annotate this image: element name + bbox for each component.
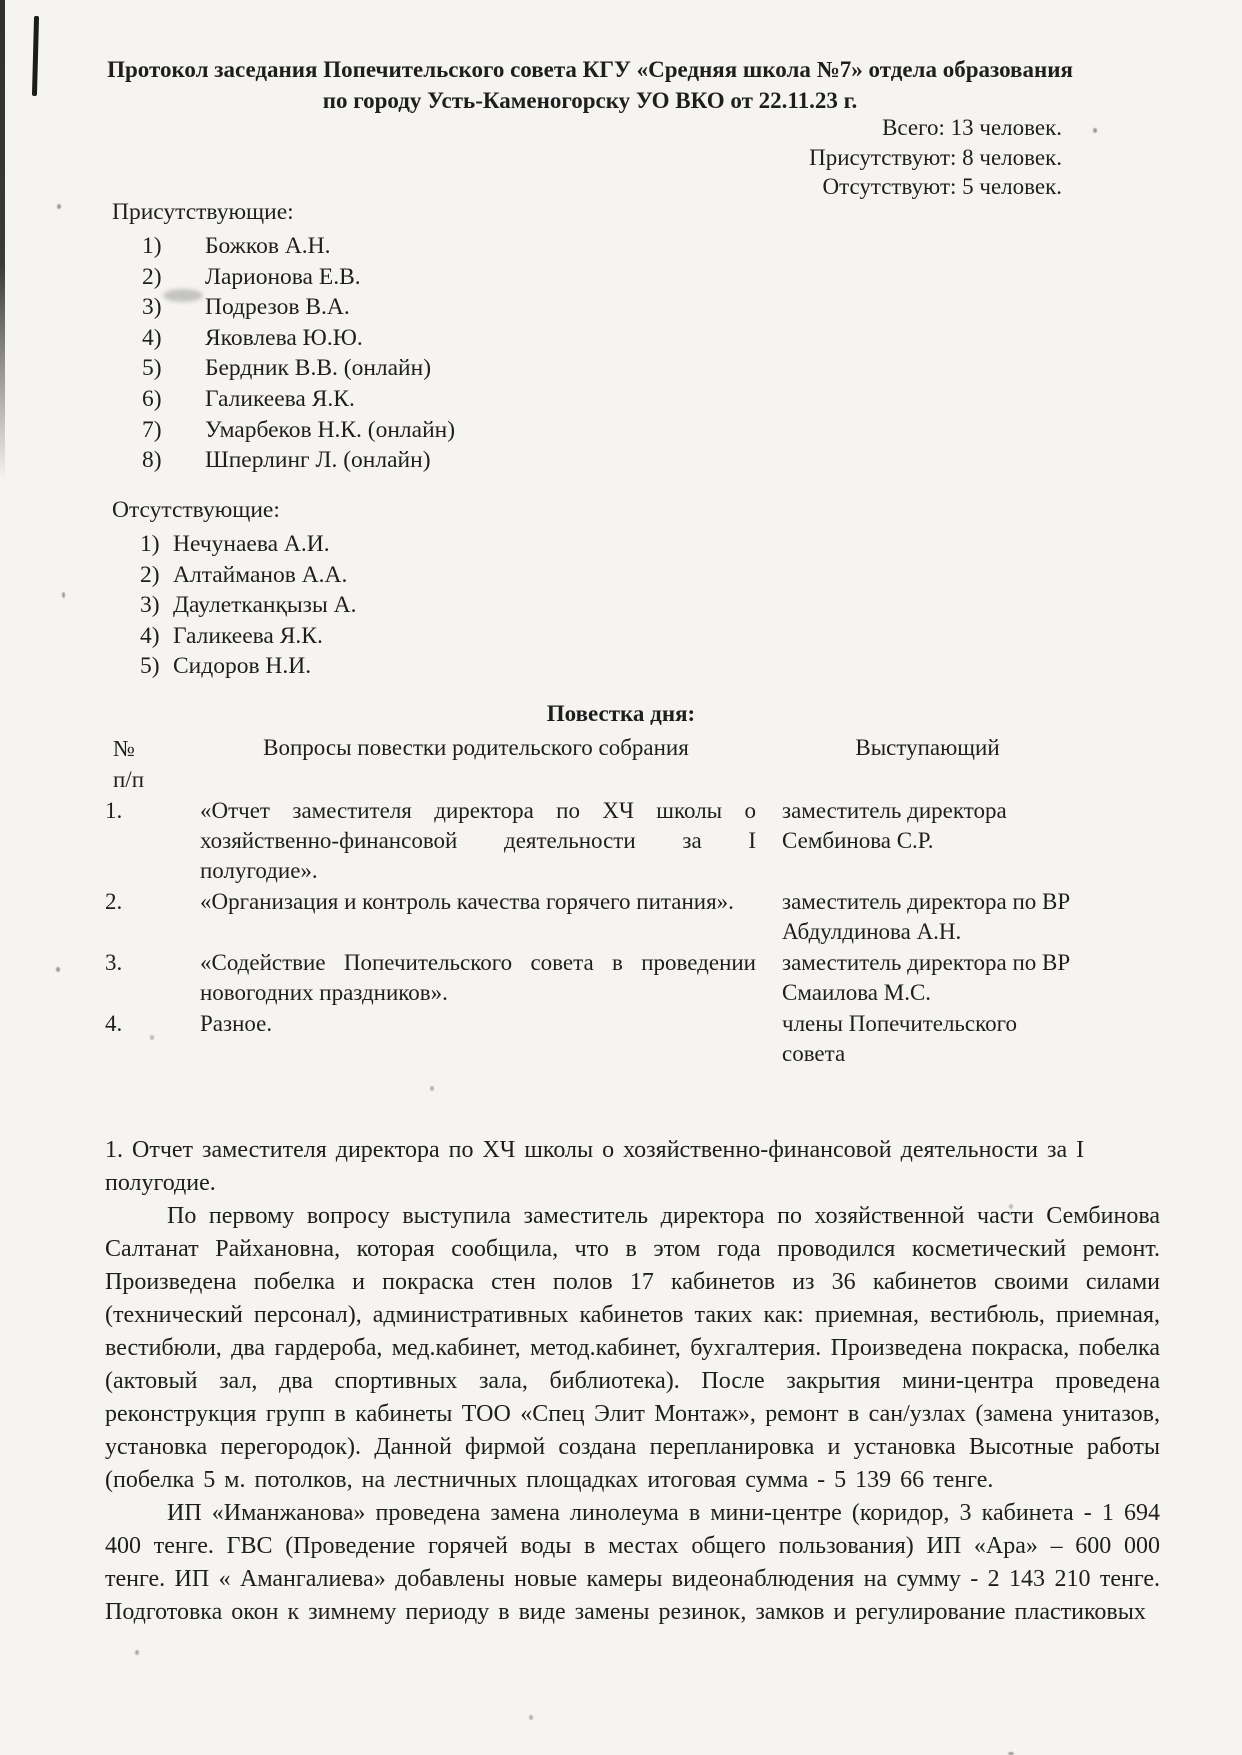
agenda-row-speaker: заместитель директора Сембинова С.Р. xyxy=(782,798,1007,853)
section-1-paragraph-1: По первому вопросу выступила заместитель директора по хозяйственной части Сембинова Салтанат Райхановна, которая сообщила, что в этом года проводился косметический ремонт. Произведена побелка и покраска стен полов 17 кабинетов из 36 кабинетов своими силами (технический персонал), административных кабинетов таких как: приемная, вестибюль, приемная, вестибюли, два гардероба, мед.кабинет, метод.кабинет, бухгалтерия. Произведена покраска, побелка (актовый зал, два спортивных зала, библиотека). После закрытия мини-центра проведена реконструкция групп в кабинеты ТОО «Спец Элит Монтаж», ремонт в сан/узлах (замена унитазов, установка перегородок). Данной фирмой создана перепланировка и установка Высотные работы (побелка 5 м. потолков, на лестничных площадках итоговая сумма - 5 139 66 тенге. xyxy=(105,1203,1160,1493)
list-item-name: Яковлева Ю.Ю. xyxy=(205,324,363,351)
agenda-row-number: 3. xyxy=(105,950,123,975)
list-item xyxy=(112,292,455,323)
list-item xyxy=(112,262,455,293)
list-item xyxy=(112,445,455,476)
present-list xyxy=(112,196,455,476)
list-item xyxy=(112,590,356,621)
list-item-name: Нечунаева А.И. xyxy=(173,531,330,557)
agenda-col-number-header xyxy=(105,733,172,796)
scan-speck xyxy=(529,1715,533,1720)
agenda-col-number-line2: п/п xyxy=(113,767,145,792)
list-item-name: Сидоров Н.И. xyxy=(173,653,312,680)
agenda-row-speaker: члены Попечительского совета xyxy=(782,1011,1017,1066)
agenda-row-number: 4. xyxy=(105,1011,123,1036)
list-item-number: 5) xyxy=(142,355,162,382)
present-heading: Присутствующие: xyxy=(112,199,294,225)
agenda-heading: Повестка дня: xyxy=(546,701,696,726)
agenda-row-question: Разное. xyxy=(200,1011,273,1036)
title-line-2: по городу Усть-Каменогорску УО ВКО от 22.11.23 г. xyxy=(322,88,858,113)
list-item-name: Даулетканқызы А. xyxy=(173,592,357,619)
list-item xyxy=(112,560,356,591)
list-item-name: Шперлинг Л. (онлайн) xyxy=(205,447,431,474)
scan-speck xyxy=(135,1650,139,1655)
list-item-name: Галикеева Я.К. xyxy=(205,385,355,412)
scan-speck xyxy=(430,1086,434,1091)
agenda-row-speaker: заместитель директора по ВР Абдулдинова А.Н. xyxy=(782,889,1071,944)
stat-absent: Отсутствуют: 5 человек. xyxy=(822,174,1062,199)
list-item-number: 3) xyxy=(142,294,162,321)
agenda-row-number: 2. xyxy=(105,889,123,914)
attendance-stats xyxy=(0,113,1062,202)
list-item xyxy=(112,529,356,560)
agenda-row-speaker: заместитель директора по ВР Смаилова М.С. xyxy=(782,950,1071,1005)
list-item-name: Алтайманов А.А. xyxy=(173,561,348,588)
list-item-number: 4) xyxy=(142,324,162,351)
list-item-number: 7) xyxy=(142,416,162,443)
agenda-row-question: «Содействие Попечительского совета в проведении новогодних праздников». xyxy=(200,950,756,1005)
scan-speck xyxy=(1093,128,1097,133)
title-line-1: Протокол заседания Попечительского совета КГУ «Средняя школа №7» отдела образования xyxy=(107,57,1073,82)
list-item-name: Умарбеков Н.К. (онлайн) xyxy=(205,416,456,443)
agenda-col-number-line1: № xyxy=(113,736,135,761)
list-item-number: 3) xyxy=(140,592,160,619)
stat-present: Присутствуют: 8 человек. xyxy=(809,144,1062,170)
protocol-body xyxy=(105,1134,1160,1629)
list-item xyxy=(112,353,455,384)
list-item-number: 2) xyxy=(140,561,160,588)
scan-speck xyxy=(62,592,65,598)
list-item-number: 1) xyxy=(140,531,160,557)
absent-heading: Отсутствующие: xyxy=(112,497,280,523)
list-item-name: Подрезов В.А. xyxy=(205,294,350,321)
scan-speck xyxy=(56,967,60,972)
document-title xyxy=(0,54,1180,116)
stat-total: Всего: 13 человек. xyxy=(882,115,1062,140)
agenda-row-question: «Отчет заместителя директора по ХЧ школы о хозяйственно-финансовой деятельности за I полугодие». xyxy=(200,798,756,883)
list-item-number: 4) xyxy=(140,622,160,649)
agenda-row-number: 1. xyxy=(105,798,123,823)
list-item-number: 1) xyxy=(142,233,162,259)
list-item-number: 5) xyxy=(140,653,160,680)
agenda-row-question: «Организация и контроль качества горячего питания». xyxy=(200,889,734,914)
list-item xyxy=(112,231,455,262)
list-item-name: Божков А.Н. xyxy=(205,233,331,259)
list-item-name: Галикеева Я.К. xyxy=(173,622,323,649)
list-item-number: 6) xyxy=(142,385,162,412)
list-item-number: 2) xyxy=(142,263,162,290)
list-item xyxy=(112,323,455,354)
list-item-number: 8) xyxy=(142,447,162,474)
list-item xyxy=(112,651,356,682)
list-item xyxy=(112,415,455,446)
agenda-table xyxy=(105,733,1075,1070)
section-1-heading: 1. Отчет заместителя директора по ХЧ школы о хозяйственно-финансовой деятельности за I полугодие. xyxy=(105,1137,1085,1196)
list-item-name: Бердник В.В. (онлайн) xyxy=(205,355,432,382)
absent-list xyxy=(112,494,356,682)
agenda-col-speaker-header: Выступающий xyxy=(855,735,1000,760)
scan-speck xyxy=(57,204,61,209)
agenda-col-question-header: Вопросы повестки родительского собрания xyxy=(263,735,689,760)
list-item xyxy=(112,621,356,652)
list-item xyxy=(112,384,455,415)
list-item-name: Ларионова Е.В. xyxy=(205,263,361,290)
section-1-paragraph-2: ИП «Иманжанова» проведена замена линолеума в мини-центре (коридор, 3 кабинета - 1 694 400 тенге. ГВС (Проведение горячей воды в местах общего пользования) ИП «Ара» – 600 000 тенге. ИП « Амангалиева» добавлены новые камеры видеонаблюдения на сумму - 2 143 210 тенге. Подготовка окон к зимнему периоду в виде замены резинок, замков и регулирование пластиковых xyxy=(105,1500,1160,1625)
